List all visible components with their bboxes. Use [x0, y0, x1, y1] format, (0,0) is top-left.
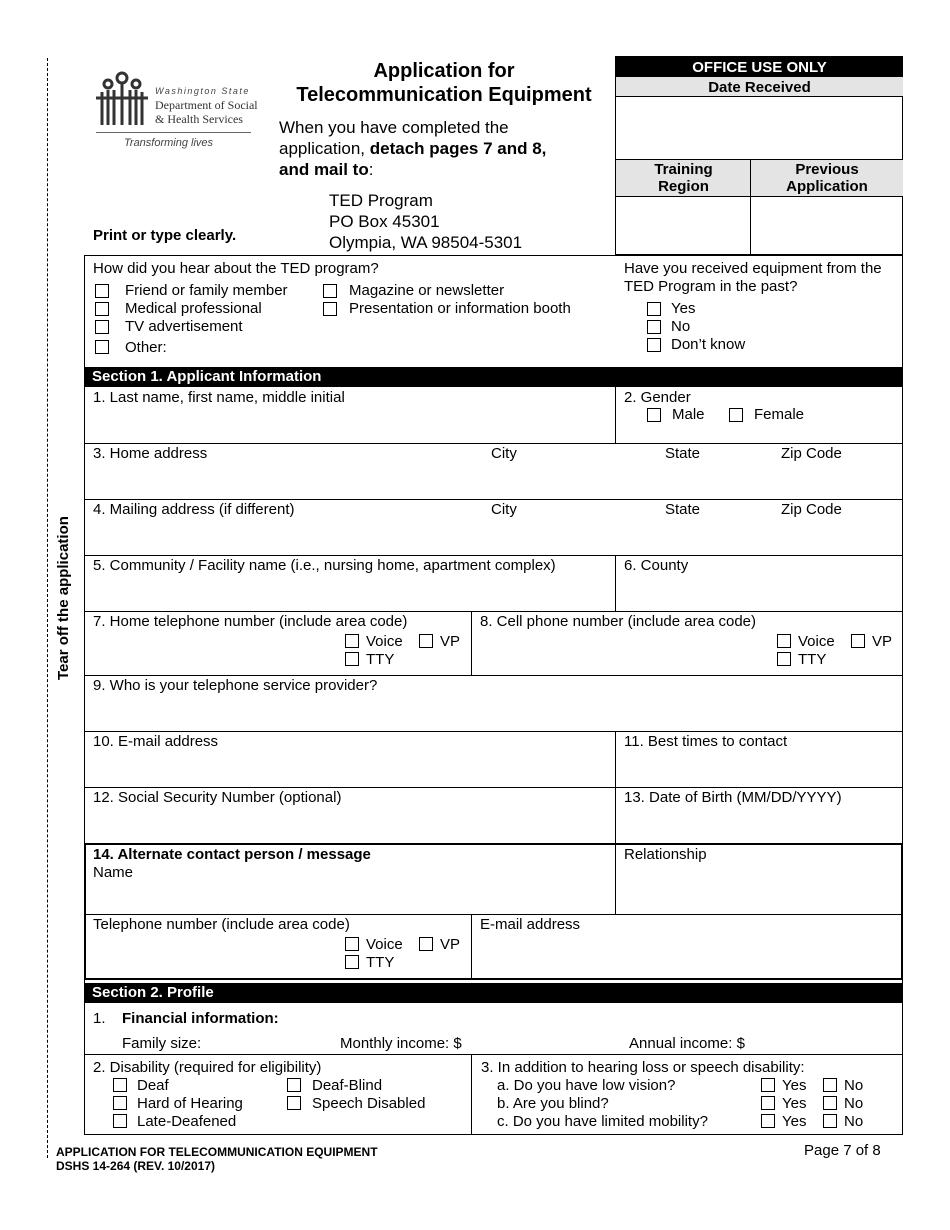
hear-friend-label: Friend or family member — [125, 282, 288, 299]
alt-phone-label: Telephone number (include area code) — [93, 916, 350, 933]
field1-label: 1. Last name, first name, middle initial — [93, 389, 345, 406]
people-logo-icon — [92, 70, 152, 130]
deaf-label: Deaf — [137, 1077, 169, 1094]
past-no-checkbox[interactable] — [647, 320, 661, 334]
q3a-label: a. Do you have low vision? — [497, 1077, 676, 1094]
field14-label: 14. Alternate contact person / message — [93, 846, 371, 863]
field6-label: 6. County — [624, 557, 689, 574]
instructions-3: and mail to: — [279, 160, 374, 179]
home-tty-label: TTY — [366, 651, 395, 668]
gender-female-label: Female — [754, 406, 805, 423]
cell-vp-checkbox[interactable] — [851, 634, 865, 648]
office-use-box — [615, 56, 903, 255]
logo-dept-1: Department of Social — [155, 98, 258, 112]
field4-state: State — [665, 501, 701, 518]
logo-dept-2: & Health Services — [155, 112, 243, 126]
field2-label: 2. Gender — [624, 389, 691, 406]
financial-num: 1. — [93, 1010, 106, 1027]
q3a-yes-label: Yes — [782, 1077, 807, 1094]
logo-state: Washington State — [155, 86, 250, 96]
hear-tv-label: TV advertisement — [125, 318, 243, 335]
field11-label: 11. Best times to contact — [624, 733, 788, 750]
field3-zip: Zip Code — [781, 445, 842, 462]
cell-voice-checkbox[interactable] — [777, 634, 791, 648]
gender-male-checkbox[interactable] — [647, 408, 661, 422]
annual-income-label: Annual income: $ — [629, 1035, 745, 1052]
print-note: Print or type clearly. — [93, 227, 237, 244]
q3c-no-checkbox[interactable] — [823, 1114, 837, 1128]
speech-disabled-label: Speech Disabled — [312, 1095, 426, 1112]
past-question-1: Have you received equipment from the — [624, 260, 882, 277]
cell-voice-label: Voice — [798, 633, 835, 650]
field9-label: 9. Who is your telephone service provider? — [93, 677, 378, 694]
financial-title: Financial information: — [122, 1010, 279, 1027]
q3c-no-label: No — [844, 1113, 864, 1130]
page-number: Page 7 of 8 — [804, 1142, 881, 1159]
previous-app-label-1: Previous — [795, 161, 859, 178]
home-voice-checkbox[interactable] — [345, 634, 359, 648]
late-deafened-label: Late-Deafened — [137, 1113, 237, 1130]
q3b-yes-checkbox[interactable] — [761, 1096, 775, 1110]
footer-line1: APPLICATION FOR TELECOMMUNICATION EQUIPMENT — [56, 1145, 378, 1159]
form-title-2: Telecommunication Equipment — [296, 84, 592, 106]
deaf-checkbox[interactable] — [113, 1078, 127, 1092]
hear-magazine-label: Magazine or newsletter — [349, 282, 505, 299]
form-title-1: Application for — [373, 60, 515, 82]
logo-tagline: Transforming lives — [124, 137, 214, 149]
q3b-yes-label: Yes — [782, 1095, 807, 1112]
office-use-title: OFFICE USE ONLY — [692, 59, 827, 76]
previous-app-label-2: Application — [786, 178, 868, 195]
home-vp-label: VP — [440, 633, 461, 650]
field5-label: 5. Community / Facility name (i.e., nursing home, apartment complex) — [93, 557, 556, 574]
field13-label: 13. Date of Birth (MM/DD/YYYY) — [624, 789, 842, 806]
date-received-label: Date Received — [708, 79, 811, 96]
date-received-field[interactable] — [616, 97, 903, 159]
cell-tty-label: TTY — [798, 651, 827, 668]
q3c-label: c. Do you have limited mobility? — [497, 1113, 708, 1130]
cell-tty-checkbox[interactable] — [777, 652, 791, 666]
dshs-logo — [92, 70, 257, 158]
past-yes-checkbox[interactable] — [647, 302, 661, 316]
field4-label: 4. Mailing address (if different) — [93, 501, 295, 518]
alt-vp-checkbox[interactable] — [419, 937, 433, 951]
hear-magazine-checkbox[interactable] — [323, 284, 337, 298]
q3a-no-checkbox[interactable] — [823, 1078, 837, 1092]
field3-label: 3. Home address — [93, 445, 208, 462]
home-voice-label: Voice — [366, 633, 403, 650]
hear-other-label: Other: — [125, 339, 167, 356]
q3b-no-checkbox[interactable] — [823, 1096, 837, 1110]
deaf-blind-checkbox[interactable] — [287, 1078, 301, 1092]
hear-presentation-label: Presentation or information booth — [349, 300, 571, 317]
alt-tty-checkbox[interactable] — [345, 955, 359, 969]
gender-male-label: Male — [672, 406, 705, 423]
hear-medical-label: Medical professional — [125, 300, 262, 317]
hear-presentation-checkbox[interactable] — [323, 302, 337, 316]
field3-state: State — [665, 445, 701, 462]
past-dont-know-label: Don’t know — [671, 336, 746, 353]
q3b-no-label: No — [844, 1095, 864, 1112]
q3b-label: b. Are you blind? — [497, 1095, 609, 1112]
mail-address-3: Olympia, WA 98504-5301 — [329, 233, 523, 252]
mail-address-2: PO Box 45301 — [329, 212, 440, 231]
alt-voice-label: Voice — [366, 936, 403, 953]
q3a-yes-checkbox[interactable] — [761, 1078, 775, 1092]
alt-name-label: Name — [93, 864, 134, 881]
deaf-blind-label: Deaf-Blind — [312, 1077, 383, 1094]
past-yes-label: Yes — [671, 300, 696, 317]
disability-title: 2. Disability (required for eligibility) — [93, 1059, 322, 1076]
training-region-label-1: Training — [654, 161, 713, 178]
footer-line2: DSHS 14-264 (REV. 10/2017) — [56, 1159, 215, 1173]
alt-voice-checkbox[interactable] — [345, 937, 359, 951]
section2-title: Section 2. Profile — [84, 983, 903, 1003]
hear-question: How did you hear about the TED program? — [93, 260, 379, 277]
hard-of-hearing-checkbox[interactable] — [113, 1096, 127, 1110]
speech-disabled-checkbox[interactable] — [287, 1096, 301, 1110]
field8-label: 8. Cell phone number (include area code) — [480, 613, 756, 630]
field12-label: 12. Social Security Number (optional) — [93, 789, 342, 806]
q3-title: 3. In addition to hearing loss or speech disability: — [481, 1059, 805, 1076]
alt-vp-label: VP — [440, 936, 461, 953]
home-vp-checkbox[interactable] — [419, 634, 433, 648]
hear-medical-checkbox[interactable] — [95, 302, 109, 316]
field4-zip: Zip Code — [781, 501, 842, 518]
training-region-label-2: Region — [658, 178, 709, 195]
home-tty-checkbox[interactable] — [345, 652, 359, 666]
instructions-2: application, detach pages 7 and 8, — [279, 139, 547, 158]
q3a-no-label: No — [844, 1077, 864, 1094]
gender-female-checkbox[interactable] — [729, 408, 743, 422]
field7-label: 7. Home telephone number (include area code) — [93, 613, 408, 630]
hear-friend-checkbox[interactable] — [95, 284, 109, 298]
monthly-income-label: Monthly income: $ — [340, 1035, 462, 1052]
late-deafened-checkbox[interactable] — [113, 1114, 127, 1128]
relationship-label: Relationship — [624, 846, 707, 863]
q3c-yes-checkbox[interactable] — [761, 1114, 775, 1128]
past-dont-know-checkbox[interactable] — [647, 338, 661, 352]
past-question-2: TED Program in the past? — [624, 278, 798, 295]
section1-title: Section 1. Applicant Information — [84, 367, 903, 387]
hear-other-checkbox[interactable] — [95, 340, 109, 354]
cell-vp-label: VP — [872, 633, 893, 650]
family-size-label: Family size: — [122, 1035, 202, 1052]
tear-line — [47, 58, 48, 1158]
q3c-yes-label: Yes — [782, 1113, 807, 1130]
field4-city: City — [491, 501, 517, 518]
field3-city: City — [491, 445, 517, 462]
alt-email-label: E-mail address — [480, 916, 581, 933]
alt-tty-label: TTY — [366, 954, 395, 971]
past-no-label: No — [671, 318, 691, 335]
mail-address-1: TED Program — [329, 191, 433, 210]
field10-label: 10. E-mail address — [93, 733, 219, 750]
tear-label: Tear off the application — [55, 516, 72, 680]
hard-of-hearing-label: Hard of Hearing — [137, 1095, 243, 1112]
hear-tv-checkbox[interactable] — [95, 320, 109, 334]
instructions-1: When you have completed the — [279, 118, 509, 137]
